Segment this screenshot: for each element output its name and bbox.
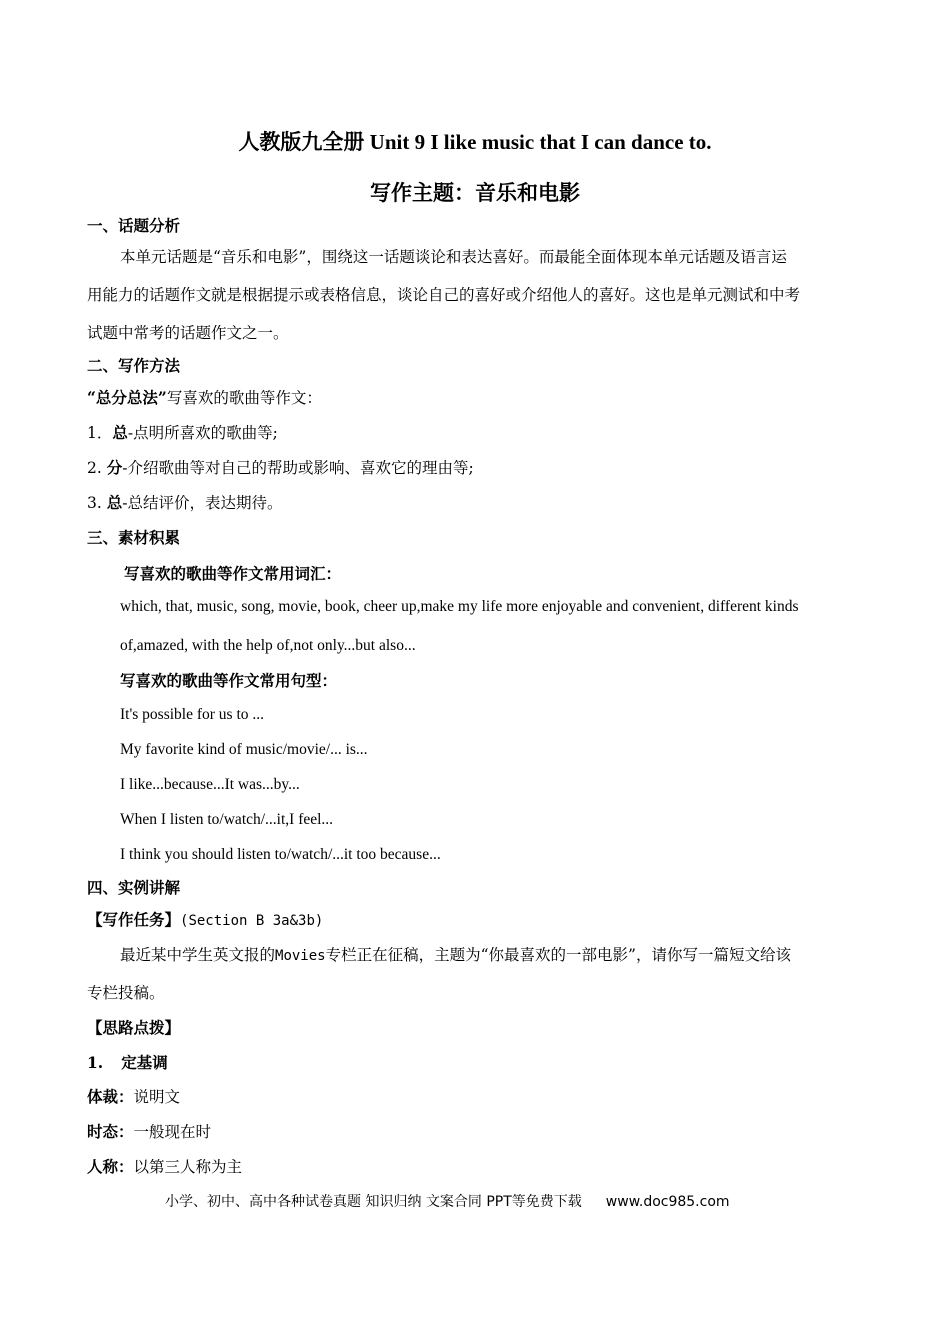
- section-heading-examples: 四、实例讲解: [87, 878, 181, 897]
- list-item: [87, 458, 474, 478]
- tips-label: 【思路点拨】: [87, 1018, 181, 1037]
- section-heading-materials: 三、素材积累: [87, 528, 181, 547]
- task-text: 专栏正在征稿，主题为“你最喜欢的一部电影”，请你写一篇短文给该: [325, 946, 791, 964]
- method-description: 写喜欢的歌曲等作文：: [166, 389, 322, 407]
- person-label: 人称：: [87, 1157, 134, 1176]
- tense-label: 时态：: [87, 1122, 134, 1141]
- document-subtitle: 写作主题：音乐和电影: [370, 180, 580, 205]
- document-title: 人教版九全册 Unit 9 I like music that I can dance to.: [238, 130, 712, 154]
- tense-line: [87, 1122, 211, 1142]
- list-item: [87, 423, 278, 443]
- person-value: 以第三人称为主: [133, 1158, 243, 1176]
- vocab-line: of,amazed, with the help of,not only...but also...: [120, 637, 416, 654]
- list-key: 总: [112, 423, 128, 442]
- list-number: 3.: [87, 494, 107, 512]
- footer-text: 小学、初中、高中各种试卷真题 知识归纳 文案合同 PPT等免费下载: [165, 1194, 582, 1210]
- task-reference: (Section B 3a&3b): [180, 913, 324, 929]
- footer-link[interactable]: www.doc985.com: [605, 1194, 730, 1210]
- vocab-heading: 写喜欢的歌曲等作文常用词汇：: [124, 564, 342, 583]
- list-number: 1．: [87, 424, 113, 442]
- task-description-line: 专栏投稿。: [87, 984, 165, 1002]
- person-line: [87, 1157, 242, 1177]
- task-description-line: [120, 945, 791, 966]
- genre-value: 说明文: [133, 1088, 181, 1106]
- list-number: 2.: [87, 459, 107, 477]
- step-title: 定基调: [121, 1053, 168, 1072]
- task-text: 最近某中学生英文报的: [120, 946, 276, 964]
- list-text: -总结评价，表达期待。: [122, 494, 283, 512]
- genre-line: [87, 1087, 180, 1107]
- writing-task-label: [87, 910, 323, 931]
- sentence-pattern: I think you should listen to/watch/...it too because...: [120, 846, 441, 863]
- section-heading-writing-method: 二、写作方法: [87, 356, 181, 375]
- list-key: 分: [106, 458, 123, 477]
- pattern-heading: 写喜欢的歌曲等作文常用句型：: [120, 671, 338, 690]
- list-item: [87, 493, 282, 513]
- section-heading-topic-analysis: 一、话题分析: [87, 216, 181, 235]
- paragraph-line: 试题中常考的话题作文之一。: [87, 324, 289, 342]
- method-name: “总分总法”: [87, 388, 167, 407]
- tense-value: 一般现在时: [133, 1123, 212, 1141]
- page-footer: [165, 1191, 730, 1211]
- step-heading: [87, 1053, 168, 1073]
- sentence-pattern: I like...because...It was...by...: [120, 776, 300, 793]
- vocab-line: which, that, music, song, movie, book, cheer up,make my life more enjoyable and convenient, different kinds: [120, 598, 799, 615]
- list-text: -介绍歌曲等对自己的帮助或影响、喜欢它的理由等;: [122, 459, 474, 477]
- list-key: 总: [106, 493, 123, 512]
- sentence-pattern: My favorite kind of music/movie/... is...: [120, 741, 368, 758]
- method-intro: [87, 388, 322, 408]
- task-label: 【写作任务】: [87, 910, 181, 929]
- genre-label: 体裁：: [87, 1087, 134, 1106]
- sentence-pattern: It's possible for us to ...: [120, 706, 265, 723]
- step-number: 1.: [87, 1053, 104, 1072]
- sentence-pattern: When I listen to/watch/...it,I feel...: [120, 811, 334, 828]
- list-text: -点明所喜欢的歌曲等;: [127, 424, 278, 442]
- task-column-name: Movies: [275, 948, 326, 964]
- paragraph-line: 用能力的话题作文就是根据提示或表格信息，谈论自己的喜好或介绍他人的喜好。这也是单元测试和中考: [87, 286, 801, 304]
- paragraph-line: 本单元话题是“音乐和电影”，围绕这一话题谈论和表达喜好。而最能全面体现本单元话题及语言运: [120, 248, 787, 266]
